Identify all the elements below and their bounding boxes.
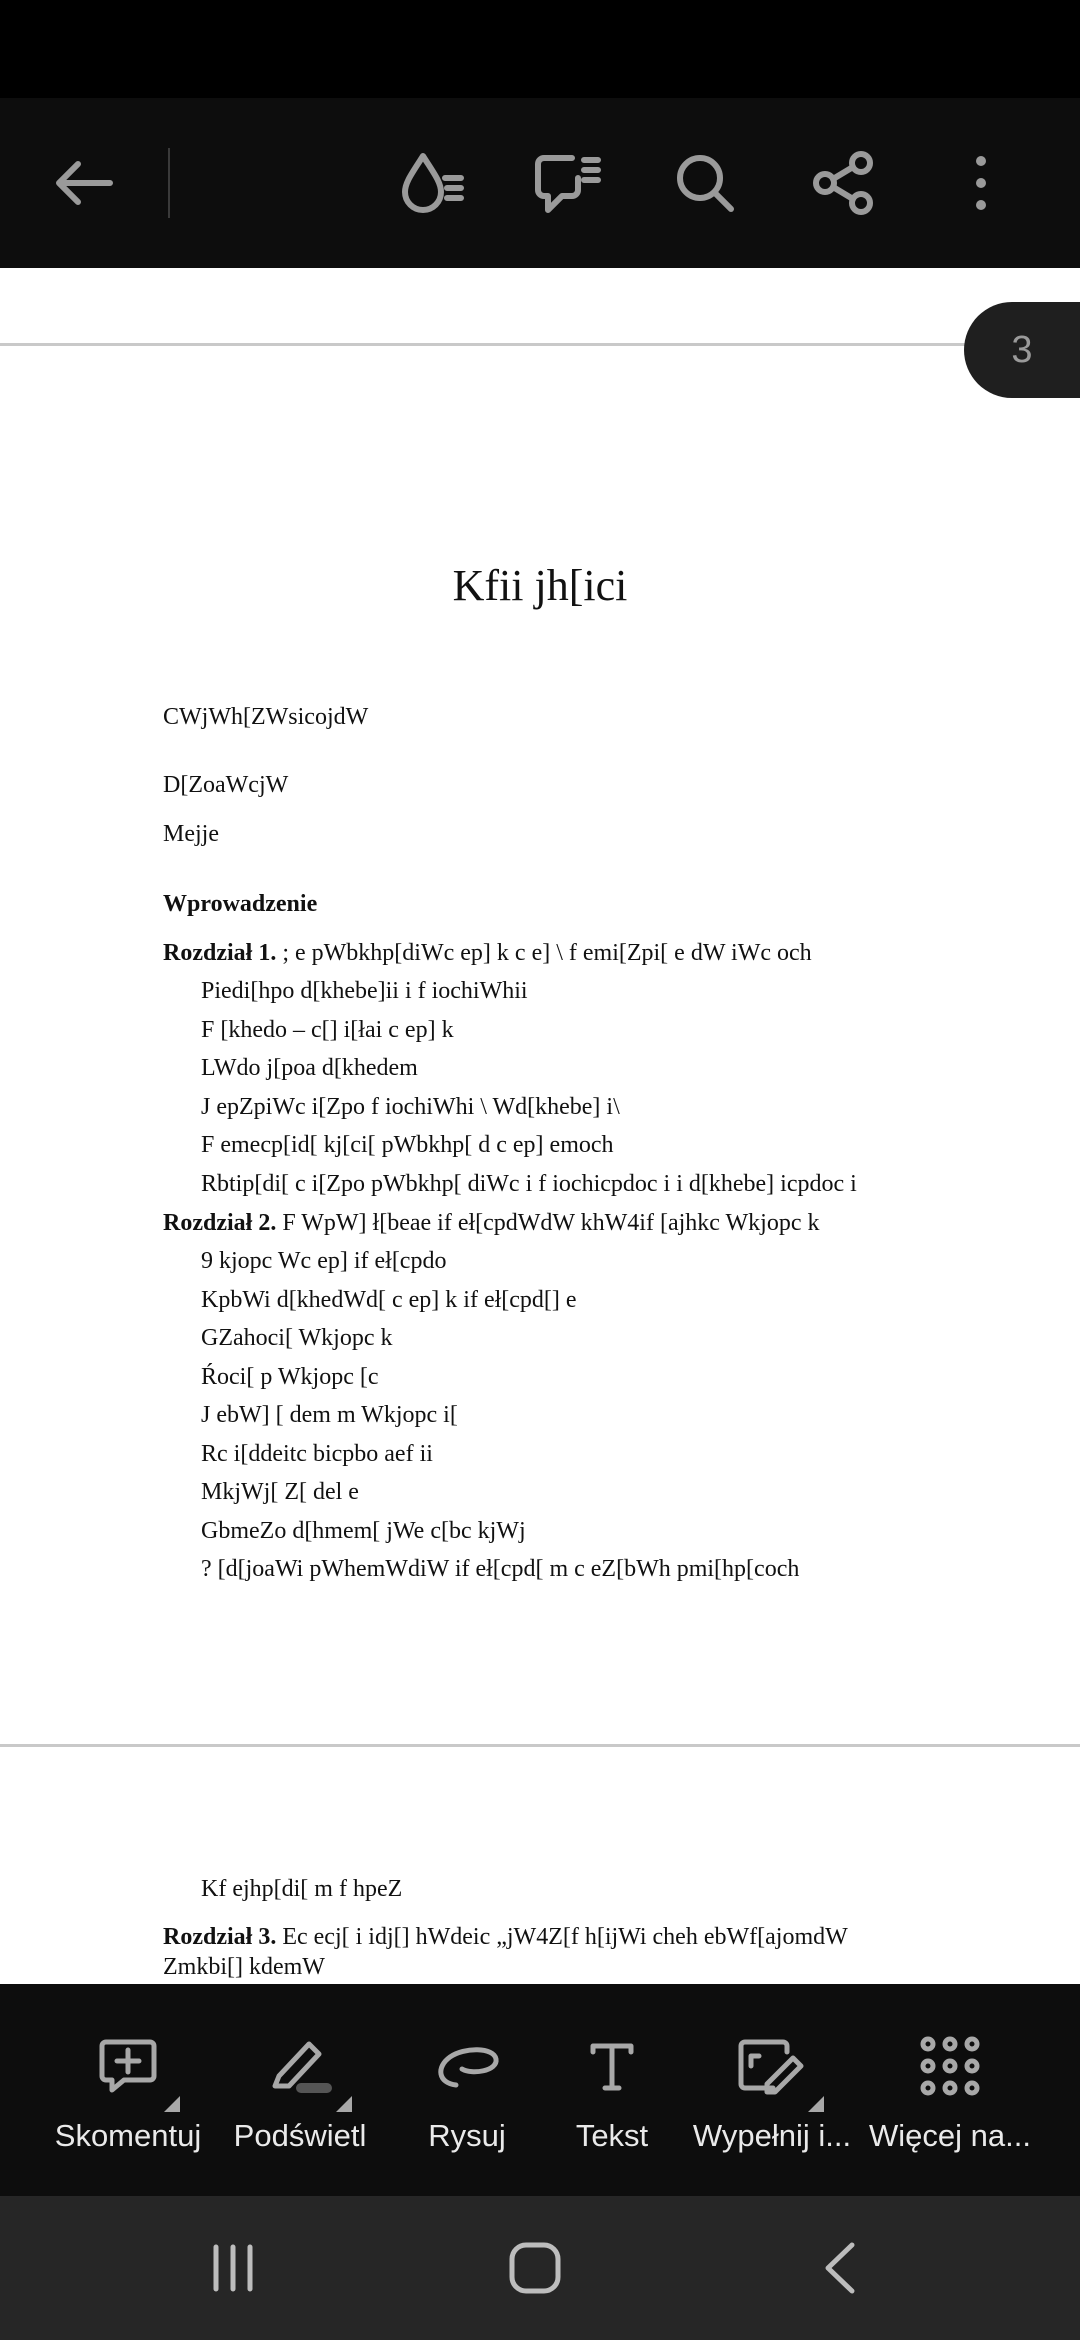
toc-line: [201, 1248, 446, 1275]
toc-line: [201, 1518, 526, 1545]
page-separator: [0, 343, 1080, 346]
toc-line: [201, 1132, 614, 1159]
toc-line: [201, 1094, 620, 1121]
toc-line-text: ? [d[joaWi pWhemWdiW if eł[cpd[ m c eZ[bWh pmi[hp[coch: [201, 1556, 800, 1582]
toc-line: [201, 1402, 458, 1429]
system-nav-bar: [0, 2196, 1080, 2340]
toc-line-text: Piedi[hpo d[khebe]ii i f iochiWhii: [201, 978, 528, 1004]
text-tool-button[interactable]: [560, 1984, 664, 2196]
toc-line-text: F emecp[id[ kj[ci[ pWbkhp[ d c ep] emoch: [201, 1132, 614, 1158]
draw-icon: [427, 2026, 507, 2106]
toc-line-text: CWjWh[ZWsicojdW: [163, 704, 369, 730]
bottom-toolbar: [0, 1984, 1080, 2196]
page-separator: [0, 1744, 1080, 1747]
back-arrow-icon[interactable]: [34, 133, 134, 233]
comments-list-icon[interactable]: [518, 133, 618, 233]
comment-tool-label: Skomentuj: [54, 2118, 202, 2153]
text-tool-label: Tekst: [575, 2118, 649, 2153]
toc-line: [163, 704, 368, 731]
toc-line: [201, 1556, 799, 1583]
toc-line-text: LWdo j[poa d[khedem: [201, 1055, 418, 1081]
liquid-mode-icon[interactable]: [382, 133, 482, 233]
toc-line-text: F WpW] ł[beae if eł[cpdWdW khW4if [ajhkc Wkjopc k: [276, 1210, 820, 1236]
page-number-badge[interactable]: 3: [964, 302, 1080, 398]
toc-line-text: F [khedo – c[] i[łai c ep] k: [201, 1017, 454, 1043]
toc-line-text: GZahoci[ Wkjopc k: [201, 1325, 393, 1351]
toc-line: [163, 821, 219, 848]
toc-line: [201, 1364, 379, 1391]
draw-tool-button[interactable]: [410, 1984, 524, 2196]
toc-line-text: MkjWj[ Z[ del e: [201, 1479, 359, 1505]
search-icon[interactable]: [655, 133, 755, 233]
status-bar: [0, 0, 1080, 98]
toc-line-text: ; e pWbkhp[diWc ep] k c e] \ f emi[Zpi[ e dW iWc och: [276, 940, 812, 966]
draw-tool-label: Rysuj: [428, 2118, 506, 2153]
toc-line: [163, 1210, 819, 1237]
toc-line-text: Rc i[ddeitc bicpbo aef ii: [201, 1441, 433, 1467]
chapter-label: Wprowadzenie: [163, 891, 318, 917]
highlight-tool-label: Podświetl: [233, 2118, 367, 2153]
toc-line: [163, 891, 317, 918]
toc-line: [201, 1287, 577, 1314]
toc-line: [201, 1055, 418, 1082]
toc-line: [163, 1924, 848, 1951]
chapter-label: Rozdział 3.: [163, 1924, 277, 1950]
toc-line: [163, 1954, 325, 1981]
document-view[interactable]: [0, 268, 1080, 1984]
highlighter-icon: [260, 2026, 340, 2106]
toc-line: [201, 1479, 359, 1506]
fill-sign-icon: [732, 2026, 812, 2106]
toc-line-text: Kf ejhp[di[ m f hpeZ: [201, 1876, 403, 1902]
chapter-label: Rozdział 2.: [163, 1210, 277, 1236]
grid-icon: [910, 2026, 990, 2106]
toc-line-text: Ec ecj[ i idj[] hWdeic „jW4Z[f h[ijWi cheh ebWf[ajomdW: [276, 1924, 848, 1950]
toc-line-text: Ŕoci[ p Wkjopc [c: [201, 1364, 379, 1390]
chapter-label: Rozdział 1.: [163, 940, 277, 966]
toc-line-text: KpbWi d[khedWd[ c ep] k if eł[cpd[] e: [201, 1287, 577, 1313]
page-title: Kfii jh[ici: [452, 561, 628, 610]
fill-sign-tool-button[interactable]: [690, 1984, 854, 2196]
toc-line: [201, 978, 528, 1005]
toc-line-text: D[ZoaWcjW: [163, 772, 289, 798]
toc-line: [163, 772, 288, 799]
toc-line: [201, 1441, 433, 1468]
more-tools-button[interactable]: [866, 1984, 1034, 2196]
toc-line: [201, 1325, 393, 1352]
more-vertical-icon[interactable]: [931, 133, 1031, 233]
toc-line-text: Mejje: [163, 821, 219, 847]
toc-line-text: J ebW] [ dem m Wkjopc i[: [201, 1402, 458, 1428]
home-icon[interactable]: [485, 2218, 585, 2318]
toc-line-text: Zmkbi[] kdemW: [163, 1954, 325, 1980]
toc-line: [163, 940, 812, 967]
toc-line-text: 9 kjopc Wc ep] if eł[cpdo: [201, 1248, 447, 1274]
back-icon[interactable]: [790, 2218, 890, 2318]
toc-line-text: J epZpiWc i[Zpo f iochiWhi \ Wd[khebe] i\: [201, 1094, 620, 1120]
share-icon[interactable]: [793, 133, 893, 233]
fill-sign-tool-label: Wypełnij i...: [692, 2118, 852, 2153]
recents-icon[interactable]: [183, 2218, 283, 2318]
more-tools-label: Więcej na...: [869, 2118, 1031, 2153]
toolbar-divider: [168, 148, 170, 218]
toc-line-text: Rbtip[di[ c i[Zpo pWbkhp[ diWc i f iochicpdoc i i d[khebe] icpdoc i: [201, 1171, 857, 1197]
toc-line: [201, 1017, 454, 1044]
highlight-tool-button[interactable]: [219, 1984, 381, 2196]
text-icon: [572, 2026, 652, 2106]
toc-line: [201, 1876, 402, 1903]
add-comment-icon: [88, 2026, 168, 2106]
comment-tool-button[interactable]: [48, 1984, 208, 2196]
toc-line: [201, 1171, 857, 1198]
top-toolbar: [0, 98, 1080, 268]
toc-line-text: GbmeZo d[hmem[ jWe c[bc kjWj: [201, 1518, 526, 1544]
